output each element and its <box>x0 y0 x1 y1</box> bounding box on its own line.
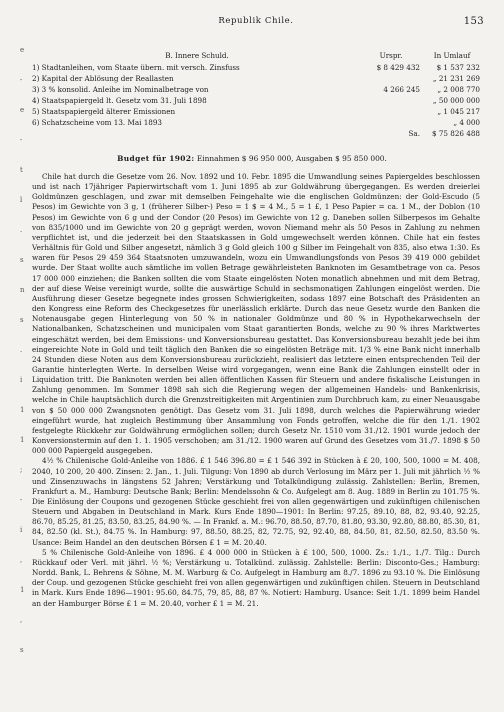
margin-mark: . <box>20 346 23 354</box>
margin-mark: - <box>20 76 23 84</box>
row-description: 5) Staatspapiergeld älterer Emissionen <box>32 107 176 116</box>
total-value: $ 75 826 488 <box>431 129 480 138</box>
row-description: 3) 3 % konsolid. Anleihe im Nominalbetrage von <box>32 85 209 94</box>
margin-mark: i <box>20 526 23 534</box>
margin-mark: n <box>20 286 25 294</box>
margin-mark: l <box>20 196 23 204</box>
margin-mark: , <box>20 556 23 564</box>
row-outstanding: „ 1 045 217 <box>437 107 480 116</box>
debt-table-total <box>32 128 488 140</box>
page-number: 153 <box>463 16 484 27</box>
debt-table <box>32 50 488 140</box>
debt-table-row <box>32 117 488 128</box>
row-outstanding: „ 4 000 <box>453 118 480 127</box>
margin-mark: s <box>20 256 24 264</box>
margin-mark: e <box>20 46 25 54</box>
debt-table-row <box>32 95 488 106</box>
row-outstanding: $ 1 537 232 <box>436 63 480 72</box>
budget-label: Budget für 1902: <box>117 154 195 163</box>
margin-mark: e <box>20 106 25 114</box>
row-original: 4 266 245 <box>383 85 420 94</box>
page-header <box>20 16 492 30</box>
margin-mark: ; <box>20 466 23 474</box>
running-title: Republik Chile. <box>218 16 294 26</box>
debt-table-row <box>32 73 488 84</box>
paragraph-loan-1896: 5 % Chilenische Gold-Anleihe von 1896. £ 4 000 000 in Stücken à £ 100, 500, 1000. Zs.: 1./1., 1./7. Tilg.: Durch Rückkauf oder Verl. mit jährl. ½ %; Verstärkung u. Totalkünd. zulässig. Zahlstelle: Berlin: Disconto-Ges.; Hamburg: Nordd. Bank, L. Behrens & Söhne, M. M. Warburg & Co. Aufgelegt in Hamburg am 8./7. 1896 zu 93.10 %. Die Einlösung der Coup. und gezogenen Stücke geschieht frei von allen gegenwärtigen und zukünftigen chilen. Steuern in Deutschland in Mark. Kurs Ende 1896—1901: 95.60, 84.75, 79, 85, 88, 87 %. Notiert: Hamburg. Usance: Seit 1./1. 1899 beim Handel an der Hamburger Börse £ 1 = M. 20.40, vorher £ 1 = M. 21. <box>32 547 480 608</box>
row-description: 6) Schatzscheine vom 13. Mai 1893 <box>32 118 162 127</box>
margin-mark: - <box>20 136 23 144</box>
margin-mark: t <box>20 166 23 174</box>
margin-mark: , <box>20 616 23 624</box>
row-description: 4) Staatspapiergeld lt. Gesetz vom 31. Juli 1898 <box>32 96 207 105</box>
margin-mark: 1 <box>20 406 25 414</box>
margin-mark: s <box>20 316 24 324</box>
column-header-outstanding: In Umlauf <box>433 51 471 60</box>
row-description: 1) Stadtanleihen, vom Staate übern. mit versch. Zinsfuss <box>32 63 240 72</box>
paragraph-currency: Chile hat durch die Gesetze vom 26. Nov. 1892 und 10. Febr. 1895 die Umwandlung seines Papiergeldes beschlossen und ist nach 17jähriger Papierwirtschaft vom 1. Juni 1895 ab zur Goldwährung übergegangen. Es werden dreierlei Goldmünzen geschlagen, und zwar mit demselben Feingehalte wie die englischen Goldmünzen: der Gold-Escudo (5 Pesos) im Gewichte von 3 g, 1 (früherer Silber-) Peso = 1 $ = 4 M., 5 = 1 £, 1 Peso Papier = ca. 1 M., der Doblon (10 Pesos) im Gewichte von 6 g und der Condor (20 Pesos) im Gewichte von 12 g. Daneben sollen Silberpesos im Gehalte von 835/1000 und im Gewichte von 20 g geprägt werden, wovon Niemand mehr als 50 Pesos in Zahlung zu nehmen verpflichtet ist, und die jederzeit bei den Staatskassen in Gold umgewechselt werden können. Chile hat ein festes Verhältnis für Gold und Silber angesetzt, nämlich 3 g Gold gleich 100 g Silber im Feingehalt von 835, also etwa 1:30. Es waren für Pesos 29 459 364 Staatsnoten umzuwandeln, wozu ein Umwandlungsfonds von Pesos 39 419 000 gebildet wurde. Der Staat wollte auch sämtliche im vollen Betrage gewährleisteten Banknoten im Gesamtbetrage von ca. Pesos 17 000 000 einziehen; die Banken sollten die vom Staate eingelösten Noten monatlich abnehmen und mit dem Betrag, der auf diese Weise vereinigt wurde, sollte die auswärtige Schuld in sechsmonatigen Zahlungen eingelöst werden. Die Ausführung dieser Gesetze begegnete indes grossen Schwierigkeiten, sodass 1897 eine Botschaft des Präsidenten an den Kongress eine Reform des Checkgesetzes für unerlässlich erklärte. Durch das neue Gesetz wurde den Banken die Notenausgabe gegen Hinterlegung von 50 % in nationaler Goldmünze und 80 % in Hypothekarwechseln der Nationalbanken, Schatzscheinen und municipalen vom Staat garantierten Bonds, welche zu 90 % ihres Marktwertes eingeschätzt werden, bei dem Emissions- und Konversionsbureau gestattet. Das Konversionsbureau bezahlt jede bei ihm eingereichte Note in Gold und teilt täglich den Banken die so eingelösten Beträge mit. 1/3 % eine Bank nicht innerhalb 24 Stunden diese Noten aus dem Konversionsbureau zurückzieht, realisiert das letztere einen entsprechenden Teil der Garantie hinterlegten Werte. In derselben Weise wird vorgegangen, wenn eine Bank die Zahlungen einstellt oder in Liquidation tritt. Die Banknoten werden bei allen öffentlichen Kassen für Steuern und andere fiskalische Leistungen in Zahlung genommen. Im Sommer 1898 sah sich die Regierung wegen der allgemeinen Handels- und Bankenkrisis, welche in Chile hauptsächlich durch die Grenzstreitigkeiten mit Argentinien zum Durchbruch kam, zu einer Neuausgabe von $ 50 000 000 Zwangsnoten genötigt. Das Gesetz vom 31. Juli 1898, durch welches die Papierwährung wieder eingeführt wurde, hat zugleich Bestimmung über Ansammlung von Fonds getroffen, welche die für den 1./1. 1902 festgelegte Rückkehr zur Goldwährung ermöglichen sollen; durch Gesetz Nr. 1510 vom 31./12. 1901 wurde jedoch der Konversionstermin auf den 1. 1. 1905 verschoben; am 31./12. 1900 waren auf Grund des Gesetzes vom 31./7. 1898 $ 50 000 000 Papiergeld ausgegeben. <box>32 172 480 456</box>
margin-mark: 1 <box>20 436 25 444</box>
document-page <box>20 10 492 706</box>
body-text <box>32 172 480 704</box>
margin-mark: . <box>20 226 23 234</box>
margin-mark: 1 <box>20 586 25 594</box>
debt-table-header <box>32 50 488 62</box>
column-header-title: B. Innere Schuld. <box>165 51 229 60</box>
row-description: 2) Kapital der Ablösung der Reallasten <box>32 74 174 83</box>
total-label: Sa. <box>408 129 420 138</box>
budget-text: Einnahmen $ 96 950 000, Ausgaben $ 95 850 000. <box>196 154 387 163</box>
row-outstanding: „ 21 231 269 <box>432 74 480 83</box>
margin-mark: - <box>20 496 23 504</box>
debt-table-row <box>32 106 488 117</box>
row-outstanding: „ 50 000 000 <box>432 96 480 105</box>
row-original: $ 8 429 432 <box>376 63 420 72</box>
column-header-original: Urspr. <box>379 51 403 60</box>
margin-mark: i <box>20 376 23 384</box>
margin-mark: s <box>20 646 24 654</box>
debt-table-row <box>32 62 488 73</box>
debt-table-row <box>32 84 488 95</box>
budget-line <box>32 154 472 163</box>
row-outstanding: „ 2 008 770 <box>437 85 480 94</box>
paragraph-loan-1886: 4½ % Chilenische Gold-Anleihe von 1886. £ 1 546 396.80 = £ 1 546 392 in Stücken à £ 20, 100, 500, 1000 = M. 408, 2040, 10 200, 20 400. Zinsen: 2. Jan., 1. Juli. Tilgung: Von 1890 ab durch Verlosung im März per 1. Juli mit jährlich ½ % und Zinsenzuwachs in längstens 52 Jahren; Verstärkung und Totalkündigung zulässig. Zahlstellen: Berlin, Bremen, Frankfurt a. M., Hamburg: Deutsche Bank; Berlin: Mendelssohn & Co. Aufgelegt am 8. Aug. 1889 in Berlin zu 101.75 %. Die Einlösung der Coupons und gezogenen Stücke geschieht frei von allen gegenwärtigen und zukünftigen chilenischen Steuern und Abgaben in Deutschland in Mark. Kurs Ende 1890—1901: In Berlin: 97.25, 89.10, 88, 82, 93.40, 92.25, 86.70, 85.25, 81.25, 83.50, 83.25, 84.90 %. — In Frankf. a. M.: 96.70, 88.50, 87.70, 81.80, 93.30, 92.80, 88.80, 85.30, 81, 84, 82.50 (kl. St.), 84.75 %. In Hamburg: 97, 88.50, 88.25, 82, 72.75, 92, 92.40, 88, 84.50, 81, 82.50, 82.50, 83.50 %. Usance: Beim Handel an den deutschen Börsen £ 1 = M. 20.40. <box>32 456 480 547</box>
